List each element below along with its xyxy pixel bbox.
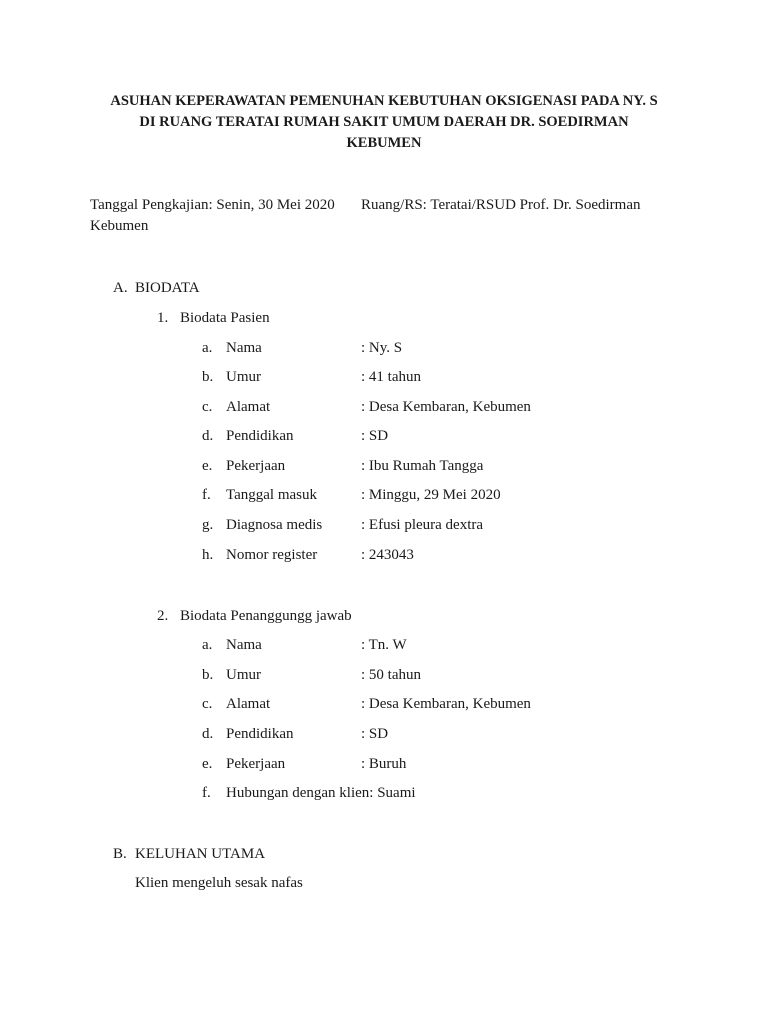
list-item-letter: b. <box>202 667 214 683</box>
document-title-line3: KEBUMEN <box>346 135 422 151</box>
assessment-date: Tanggal Pengkajian: Senin, 30 Mei 2020 <box>90 197 335 213</box>
list-item-value: : 50 tahun <box>361 667 421 683</box>
subsection-1-number: 1. <box>157 310 169 326</box>
list-item-value: : SD <box>361 428 389 444</box>
list-item-letter: b. <box>202 369 214 385</box>
list-item-letter: d. <box>202 726 214 742</box>
list-item-letter: h. <box>202 547 214 563</box>
subsection-1-title: Biodata Pasien <box>180 310 270 326</box>
list-item-label: Diagnosa medis <box>226 517 323 533</box>
section-a-letter: A. <box>113 280 128 296</box>
section-b-title: KELUHAN UTAMA <box>135 846 266 862</box>
list-item-label: Pendidikan <box>226 428 294 444</box>
list-item-value: : SD <box>361 726 389 742</box>
list-item-label: Umur <box>226 667 261 683</box>
list-item-letter: g. <box>202 517 214 533</box>
list-item-label: Nama <box>226 340 262 356</box>
list-item-letter: f. <box>202 785 211 801</box>
list-item-value: : Ibu Rumah Tangga <box>361 458 484 474</box>
list-item-value: : Buruh <box>361 756 407 772</box>
document-title-line2: DI RUANG TERATAI RUMAH SAKIT UMUM DAERAH DR. SOEDIRMAN <box>139 114 629 130</box>
list-item-value: : 243043 <box>361 547 414 563</box>
list-item-label: Nama <box>226 637 262 653</box>
list-item-value: : Desa Kembaran, Kebumen <box>361 696 531 712</box>
list-item-letter: e. <box>202 458 213 474</box>
list-item-letter: a. <box>202 340 213 356</box>
list-item-letter: d. <box>202 428 214 444</box>
list-item-value: : Minggu, 29 Mei 2020 <box>361 487 501 503</box>
list-item-label: Nomor register <box>226 547 318 563</box>
ward-hospital: Ruang/RS: Teratai/RSUD Prof. Dr. Soedirman <box>361 197 641 213</box>
list-item-value: : Ny. S <box>361 340 403 356</box>
subsection-2-number: 2. <box>157 608 169 624</box>
chief-complaint-text: Klien mengeluh sesak nafas <box>135 875 303 891</box>
list-item-label: Pekerjaan <box>226 458 286 474</box>
list-item-letter: f. <box>202 487 211 503</box>
list-item-value: : Tn. W <box>361 637 407 653</box>
list-item-value: : 41 tahun <box>361 369 421 385</box>
section-a-title: BIODATA <box>135 280 200 296</box>
document-title-line1: ASUHAN KEPERAWATAN PEMENUHAN KEBUTUHAN OKSIGENASI PADA NY. S <box>110 93 658 109</box>
list-item-letter: c. <box>202 696 213 712</box>
subsection-2-title: Biodata Penanggungg jawab <box>180 608 352 624</box>
section-b-letter: B. <box>113 846 127 862</box>
list-item-letter: c. <box>202 399 213 415</box>
list-item-label: Pekerjaan <box>226 756 286 772</box>
list-item-label: Umur <box>226 369 261 385</box>
ward-hospital-continued: Kebumen <box>90 218 149 234</box>
list-item-letter: a. <box>202 637 213 653</box>
list-item-label: Tanggal masuk <box>226 487 318 503</box>
list-item-value: : Efusi pleura dextra <box>361 517 484 533</box>
list-item-value: : Desa Kembaran, Kebumen <box>361 399 531 415</box>
list-item-letter: e. <box>202 756 213 772</box>
list-item-label: Pendidikan <box>226 726 294 742</box>
list-item-label: Alamat <box>226 399 271 415</box>
list-item-label: Alamat <box>226 696 271 712</box>
list-item-label: Hubungan dengan klien: Suami <box>226 785 416 801</box>
